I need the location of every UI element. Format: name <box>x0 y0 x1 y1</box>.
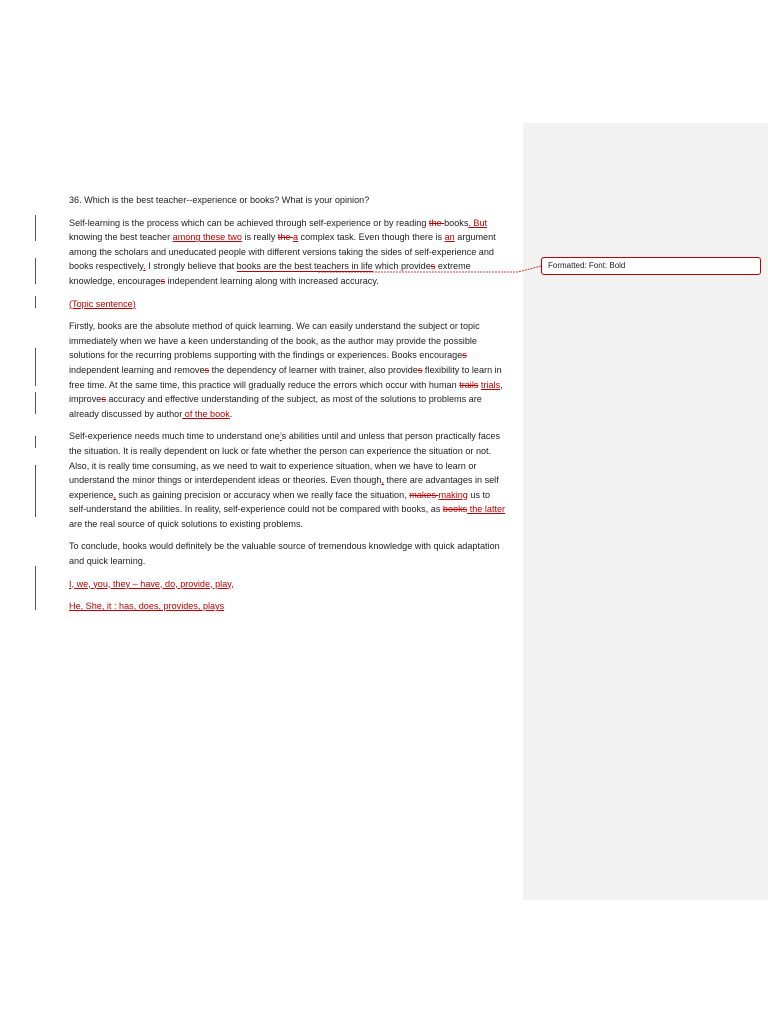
paragraph-conclusion: To conclude, books would definitely be the valuable source of tremendous knowledge with quick adaptation and quick learning. <box>69 541 500 567</box>
question-heading: 36. Which is the best teacher--experience or books? What is your opinion? <box>69 195 370 205</box>
deleted-text: s <box>204 364 210 375</box>
deleted-text: s <box>417 364 423 375</box>
comment-balloon[interactable] <box>541 257 761 275</box>
inserted-text: the latter <box>467 504 506 515</box>
inserted-text: among these two <box>172 232 242 243</box>
deleted-text: the <box>277 232 293 243</box>
inserted-text: , <box>381 475 384 486</box>
deleted-text: s <box>101 394 106 405</box>
paragraph-books: Firstly, books are the absolute method of quick learning. We can easily understand the subject or topic immediately when we have a keen understanding of the book, as the author may provide the possible solutions for the recurring problems supporting with the findings or experiences. Books encourages independent learning and removes the dependency of learner with trainer, also provides flexibility to learn in free time. At the same time, this practice will gradually reduce the errors which occur with human trails trials, improves accuracy and effective understanding of the subject, as most of the solutions to problems are already discussed by author of the book. <box>69 321 503 419</box>
document-body[interactable] <box>69 193 509 622</box>
deleted-text: the <box>428 217 445 228</box>
paragraph-intro: Self-learning is the process which can be achieved through self-experience or by reading the books. But knowing the best teacher among these two is really the a complex task. Even though there is an argument among the scholars and uneducated people with different versions taking the sides of self-experience and books respectively. I strongly believe that books are the best teachers in life which provides extreme knowledge, encourages independent learning along with increased accuracy. <box>69 217 496 286</box>
inserted-text: an <box>444 232 455 243</box>
grammar-note-plural: I, we, you, they – have, do, provide, play, <box>69 578 234 589</box>
inserted-text: trials <box>480 379 501 390</box>
deleted-text: books <box>442 504 468 515</box>
comment-text: Formatted: Font: Bold <box>548 261 626 270</box>
inserted-text: making <box>438 489 468 500</box>
inserted-text: . <box>143 261 146 272</box>
deleted-text: trails <box>459 379 479 390</box>
inserted-text: , <box>113 489 117 500</box>
inserted-text: ’ <box>279 431 282 442</box>
inserted-text: . But <box>468 217 488 228</box>
inserted-text: of the book <box>182 408 230 419</box>
grammar-note-singular: He, She, it : has, does, provides, plays <box>69 601 225 612</box>
deleted-text: s <box>462 350 467 361</box>
deleted-text: s <box>430 261 436 272</box>
formatted-text: books are the best teachers in life <box>236 261 373 272</box>
deleted-text: s <box>160 275 166 286</box>
inserted-text: a <box>292 232 299 243</box>
paragraph-experience: Self-experience needs much time to understand one’s abilities until and unless that person practically faces the situation. It is really dependent on luck or fate whether the person can experience the situation or not. Also, it is really time consuming, as we need to wait to experience situation, when we have to learn or understand the minor things or interdependent ideas or theories. Even though, there are advantages in self experience, such as gaining precision or accuracy when we really face the situation, makes making us to self-understand the abilities. In reality, self-experience could not be compared with books, as books the latter are the real source of quick solutions to existing problems. <box>69 431 506 529</box>
deleted-text: makes <box>409 489 439 500</box>
topic-sentence-note: (Topic sentence) <box>69 298 136 309</box>
